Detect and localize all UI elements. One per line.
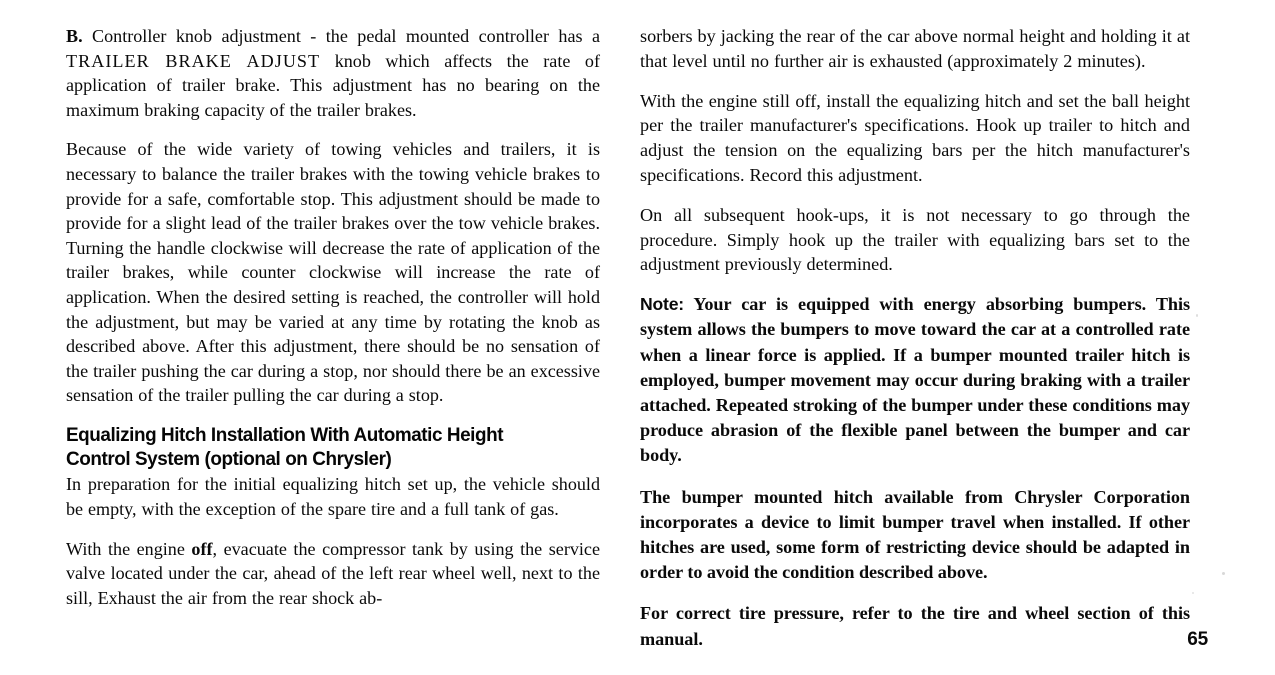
paragraph-preparation: In preparation for the initial equalizing hitch set up, the vehicle should be empty, with the exception of the spare tire and a full tank of gas. <box>66 474 600 519</box>
scan-speckle <box>1192 592 1194 594</box>
engine-off-text-before: With the engine <box>66 538 192 559</box>
note-label: Note: <box>640 294 684 315</box>
paragraph-sorbers: sorbers by jacking the rear of the car above normal height and holding it at that level until no further air is exhausted (approximately 2 minutes). <box>640 26 1190 71</box>
paragraph-install-hitch: With the engine still off, install the equalizing hitch and set the ball height per the trailer manufacturer's specifications. Hook up trailer to hitch and adjust the tension on the equalizing bars per the hitch manufacturer's specifications. Record this adjustment. <box>640 90 1190 185</box>
paragraph-subsequent-hookups: On all subsequent hook-ups, it is not necessary to go through the procedure. Simply hook up the trailer with equalizing bars set to the adjustment previously determined. <box>640 204 1190 275</box>
page-number: 65 <box>1187 629 1208 650</box>
section-heading-line-1: Equalizing Hitch Installation With Automatic Height <box>66 423 504 446</box>
paragraph-balance-brakes: Because of the wide variety of towing vehicles and trailers, it is necessary to balance the trailer brakes with the towing vehicle brakes to provide for a safe, comfortable stop. This adjustment should be made to provide for a slight lead of the trailer brakes over the tow vehicle brakes. Turning the handle clockwise will decrease the rate of application of the trailer brakes, while counter clockwise will increase the rate of application. When the desired setting is reached, the controller will hold the adjustment, but may be varied at any time by rotating the knob as described above. After this adjustment, there should be no sensation of the trailer pushing the car during a stop, nor should there be an excessive sensation of the trailer pulling the car during a stop. <box>66 139 600 406</box>
section-heading-block <box>66 423 600 471</box>
paragraph-text-before-caps: Controller knob adjustment - the pedal mounted controller has a <box>82 26 600 46</box>
paragraph-controller-knob <box>66 24 600 122</box>
note-body-text: Your car is equipped with energy absorbing bumpers. This system allows the bumpers to move toward the car at a controlled rate when a linear force is applied. If a bumper mounted trailer hitch is employed, bumper movement may occur during braking with a trailer attached. Repeated stroking of the bumper under these conditions may produce abrasion of the flexible panel between the bumper and car body. <box>640 294 1190 466</box>
scan-speckle <box>1222 572 1225 575</box>
paragraph-engine-off <box>66 537 600 611</box>
paragraph-bumper-mounted-hitch: The bumper mounted hitch available from Chrysler Corporation incorporates a device to limit bumper travel when installed. If other hitches are used, some form of restricting device should be adapted in order to avoid the condition described above. <box>640 486 1190 583</box>
two-column-layout <box>66 24 1190 649</box>
paragraph-lead-label: B. <box>66 26 83 46</box>
engine-off-text-after: , evacuate the compressor tank by using the service valve located under the car, ahead of the left rear wheel well, next to the sill, Exhaust the air from the rear shock ab- <box>66 538 600 608</box>
note-paragraph <box>640 292 1190 468</box>
paragraph-tire-pressure: For correct tire pressure, refer to the tire and wheel section of this manual. <box>640 603 1190 649</box>
trailer-brake-adjust-caps: TRAILER BRAKE ADJUST <box>66 50 321 71</box>
right-column <box>640 24 1190 649</box>
left-column <box>66 24 600 644</box>
scan-speckle <box>1196 314 1198 317</box>
engine-off-emphasis: off <box>191 538 213 559</box>
section-heading-line-2: Control System (optional on Chrysler) <box>66 448 392 471</box>
paragraph-text-after-caps: knob which affects the rate of application of trailer brake. This adjustment has no bearing on the maximum braking capacity of the trailer brakes. <box>66 50 600 120</box>
